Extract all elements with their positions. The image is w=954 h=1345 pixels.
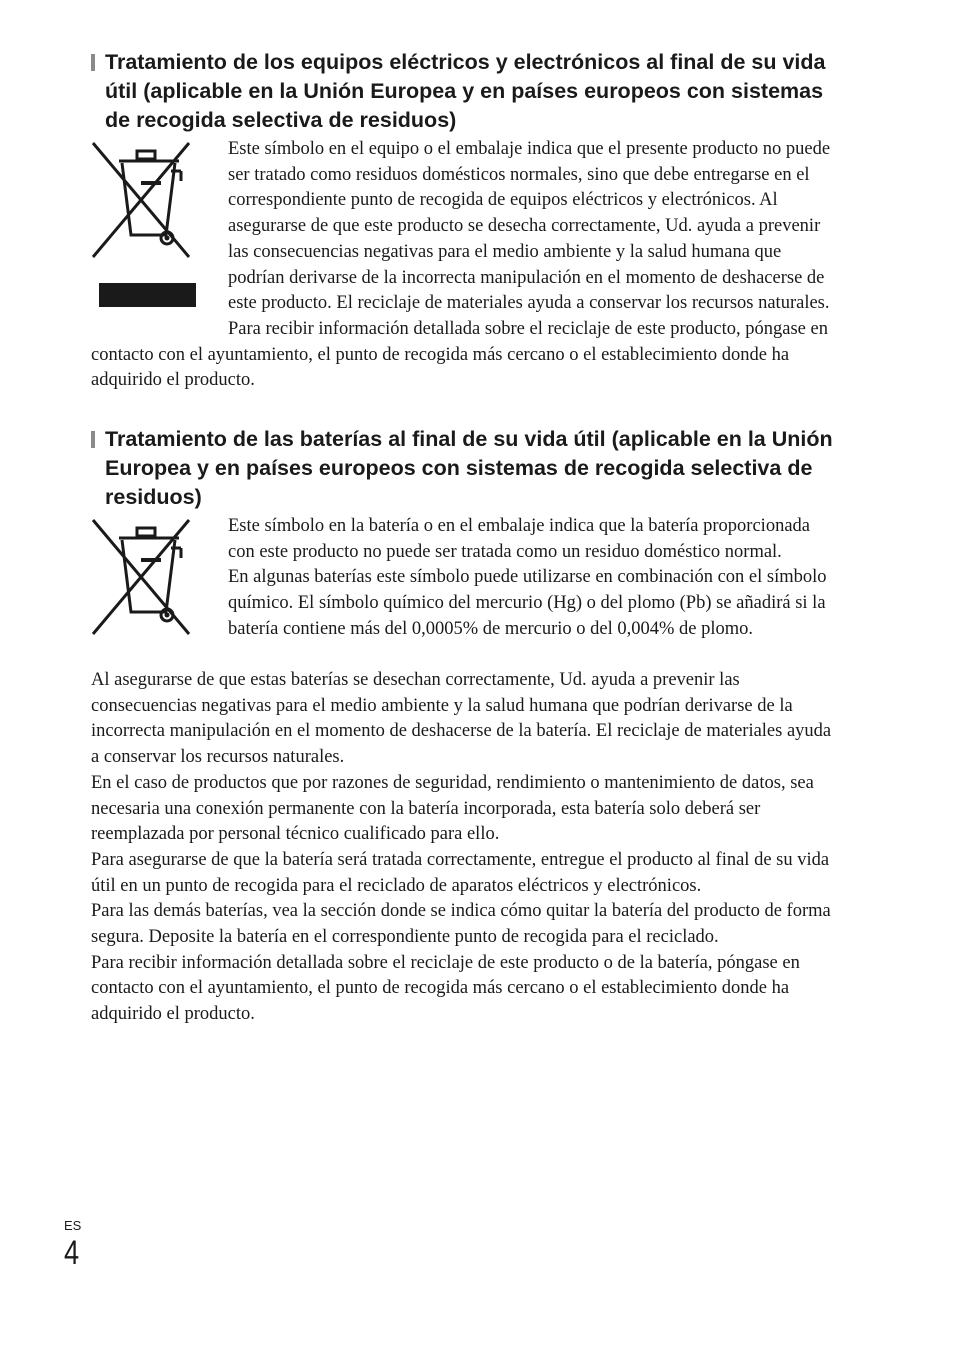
page-footer [64, 1218, 83, 1271]
crossed-out-wheelie-bin-icon [91, 518, 228, 638]
heading-text: Tratamiento de los equipos eléctricos y electrónicos al final de su vida útil (aplicable en la Unión Europea y en países europeos con sistemas de recogida selectiva de residuos) [105, 50, 826, 132]
paragraph: Para asegurarse de que la batería será tratada correctamente, entregue el producto al final de su vida útil en un punto de recogida para el reciclado de aparatos eléctricos y electrónicos. [91, 849, 830, 896]
heading-marker [91, 54, 95, 71]
section-weee-equipment [91, 48, 841, 394]
battery-symbol [91, 518, 228, 668]
paragraph: Al asegurarse de que estas baterías se desechan correctamente, Ud. ayuda a prevenir las consecuencias negativas para el medio ambiente y la salud humana que podrían derivarse de la incorrecta manipulación en el momento de deshacerse de la batería. El reciclaje de materiales ayuda a conservar los recursos naturales. [91, 670, 832, 768]
paragraph: En algunas baterías este símbolo puede utilizarse en combinación con el símbolo químico. El símbolo químico del mercurio (Hg) o del plomo (Pb) se añadirá si la batería contiene más del 0,0005% de mercurio o del 0,004% de plomo. [228, 567, 827, 639]
paragraph: Para recibir información detallada sobre el reciclaje de este producto o de la batería, póngase en contacto con el ayuntamiento, el punto de recogida más cercano o el establecimiento donde ha adquirido el producto. [91, 952, 800, 1025]
section-battery-disposal [91, 425, 841, 1028]
section-heading [91, 425, 841, 512]
section-body [91, 514, 841, 1028]
section-body [91, 137, 841, 394]
page-number: 4 [64, 1234, 80, 1272]
paragraph: Este símbolo en la batería o en el embalaje indica que la batería proporcionada con este producto no puede ser tratada como un residuo doméstico normal. [228, 516, 810, 562]
weee-symbol [91, 141, 228, 331]
heading-text: Tratamiento de las baterías al final de su vida útil (aplicable en la Unión Europea y en países europeos con sistemas de recogida selectiva de residuos) [105, 427, 833, 509]
language-code: ES [64, 1218, 82, 1233]
paragraph: Este símbolo en el equipo o el embalaje indica que el presente producto no puede ser tratado como residuos domésticos normales, sino que debe entregarse en el correspondiente punto de recogida de equipos eléctricos y electrónicos. Al asegurarse de que este producto se desecha correctamente, Ud. ayuda a prevenir las consecuencias negativas para el medio ambiente y la salud humana que podrían derivarse de la incorrecta manipulación en el momento de deshacerse de este producto. El reciclaje de materiales ayuda a conservar los recursos naturales. Para recibir información detallada sobre el reciclaje de este producto, póngase en contacto con el ayuntamiento, el punto de recogida más cercano o el establecimiento donde ha adquirido el producto. [91, 139, 831, 391]
separate-collection-bar [99, 283, 196, 307]
heading-marker [91, 431, 95, 448]
section-heading [91, 48, 841, 135]
paragraph: Para las demás baterías, vea la sección donde se indica cómo quitar la batería del producto de forma segura. Deposite la batería en el correspondiente punto de recogida para el reciclado. [91, 901, 831, 948]
paragraph: En el caso de productos que por razones de seguridad, rendimiento o mantenimiento de datos, sea necesaria una conexión permanente con la batería incorporada, esta batería solo deberá ser reemplazada por personal técnico cualificado para ello. [91, 772, 814, 845]
crossed-out-wheelie-bin-icon [91, 141, 228, 261]
